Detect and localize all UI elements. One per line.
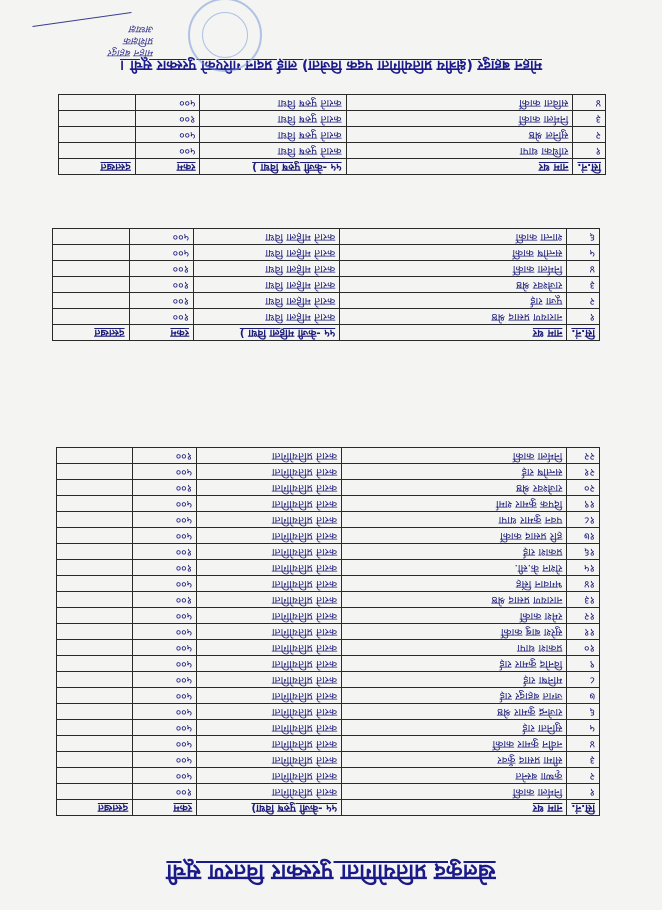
cell-amount: १०० [129, 277, 194, 293]
cell-signature [57, 672, 133, 688]
cell-sn: ९ [567, 656, 600, 672]
table-row [53, 309, 600, 325]
header-amount: रकम [135, 159, 200, 175]
cell-signature [53, 229, 130, 245]
cell-sn: १९ [567, 496, 600, 512]
table-row [59, 95, 606, 111]
table-row [57, 464, 600, 480]
cell-name: राधिका थापा [346, 143, 573, 159]
table-header-row [53, 325, 600, 341]
table-row [57, 704, 600, 720]
men-award-table [58, 94, 606, 175]
cell-signature [59, 143, 136, 159]
cell-amount: ५०० [133, 688, 197, 704]
cell-sn: १७ [567, 528, 600, 544]
cell-sn: १५ [567, 560, 600, 576]
cell-sn: ७ [567, 688, 600, 704]
cell-signature [57, 640, 133, 656]
cell-name: भगवान सिंह [342, 576, 567, 592]
cell-name: प्रकाश थापा [342, 640, 567, 656]
document-heading: खेलकुद प्रतियोगिता पुरस्कार वितरण सूची [166, 859, 496, 884]
header-event: ५५ -केजी पुरुष विधा ) [200, 159, 346, 175]
cell-signature [57, 544, 133, 560]
cell-amount: ५०० [133, 624, 197, 640]
cell-name: सुनिता राई [342, 720, 567, 736]
cell-sn: १ [573, 143, 606, 159]
cell-signature [59, 127, 136, 143]
cell-sn: ६ [567, 704, 600, 720]
cell-amount: १०० [133, 480, 197, 496]
cell-amount: ५०० [135, 127, 200, 143]
cell-event: कराते प्रतियोगिता [197, 496, 342, 512]
header-sn: सि.नं. [573, 159, 606, 175]
table-row [53, 245, 600, 261]
cell-sn: ५ [567, 720, 600, 736]
header-signature: दस्तखत [57, 800, 133, 816]
cell-event: कराते प्रतियोगिता [197, 464, 342, 480]
cell-name: पवन कुमार थापा [342, 512, 567, 528]
women-award-table [52, 228, 600, 341]
cell-signature [53, 293, 130, 309]
cell-sn: ३ [567, 752, 600, 768]
table-row [57, 576, 600, 592]
header-event: ५५ -केजी पुरुष विधा) [197, 800, 342, 816]
signature-line-3: अध्यक्ष [129, 23, 154, 34]
header-amount: रकम [133, 800, 197, 816]
table-row [53, 293, 600, 309]
cell-sn: १० [567, 640, 600, 656]
cell-event: कराते पुरुष विधा [200, 95, 346, 111]
cell-sn: ६ [567, 229, 600, 245]
cell-sn: ८ [567, 672, 600, 688]
table-header-row [57, 800, 600, 816]
cell-sn: २२ [567, 448, 600, 464]
cell-event: कराते प्रतियोगिता [197, 720, 342, 736]
cell-sn: १ [567, 784, 600, 800]
cell-name: दिपक कुमार शर्मा [342, 496, 567, 512]
cell-amount: ५०० [129, 229, 194, 245]
main-award-table [56, 447, 600, 816]
cell-event: कराते प्रतियोगिता [197, 576, 342, 592]
table-row [57, 528, 600, 544]
cell-event: कराते प्रतियोगिता [197, 560, 342, 576]
cell-sn: १६ [567, 544, 600, 560]
cell-event: कराते प्रतियोगिता [197, 624, 342, 640]
cell-name: सविता कार्की [346, 95, 573, 111]
signature-block [4, 22, 154, 58]
header-sn: सि.नं. [567, 800, 600, 816]
cell-event: कराते महिला विधा [194, 293, 340, 309]
cell-amount: १०० [133, 544, 197, 560]
cell-sn: १२ [567, 608, 600, 624]
cell-event: कराते प्रतियोगिता [197, 752, 342, 768]
cell-sn: ४ [567, 261, 600, 277]
cell-amount: ५०० [133, 720, 197, 736]
table-row [57, 784, 600, 800]
table-row [57, 672, 600, 688]
cell-name: नारायण प्रसाद श्रेष्ठ [340, 309, 567, 325]
table-row [57, 592, 600, 608]
cell-sn: ४ [573, 95, 606, 111]
cell-amount: ५०० [133, 752, 197, 768]
cell-name: जगत बहादुर राई [342, 688, 567, 704]
table-row [53, 261, 600, 277]
table-row [57, 752, 600, 768]
cell-sn: १३ [567, 592, 600, 608]
cell-event: कराते प्रतियोगिता [197, 608, 342, 624]
cell-amount: १०० [133, 448, 197, 464]
cell-event: कराते प्रतियोगिता [197, 672, 342, 688]
header-name: नाम थर [340, 325, 567, 341]
header-sn: सि.नं. [567, 325, 600, 341]
cell-event: कराते प्रतियोगिता [197, 480, 342, 496]
cell-signature [57, 512, 133, 528]
header-signature: दस्तखत [53, 325, 130, 341]
cell-signature [57, 576, 133, 592]
cell-name: निर्मला कार्की [342, 784, 567, 800]
cell-amount: ५०० [129, 245, 194, 261]
cell-name: राजेश्वर श्रेष्ठ [340, 277, 567, 293]
table-row [57, 656, 600, 672]
cell-event: कराते प्रतियोगिता [197, 688, 342, 704]
cell-sn: ३ [573, 111, 606, 127]
header-name: नाम थर [342, 800, 567, 816]
cell-amount: ५०० [133, 640, 197, 656]
cell-signature [57, 752, 133, 768]
cell-name: पूजा राई [340, 293, 567, 309]
cell-amount: ५०० [135, 143, 200, 159]
table-row [59, 127, 606, 143]
cell-amount: ५०० [133, 656, 197, 672]
cell-sn: १४ [567, 576, 600, 592]
cell-signature [57, 768, 133, 784]
table-row [57, 736, 600, 752]
cell-sn: २ [567, 768, 600, 784]
table-row [57, 768, 600, 784]
cell-sn: १८ [567, 512, 600, 528]
office-stamp [188, 0, 262, 72]
cell-amount: १०० [133, 784, 197, 800]
cell-event: कराते प्रतियोगिता [197, 544, 342, 560]
cell-event: कराते प्रतियोगिता [197, 512, 342, 528]
cell-event: कराते महिला विधा [194, 277, 340, 293]
header-signature: दस्तखत [59, 159, 136, 175]
cell-sn: ३ [567, 277, 600, 293]
cell-sn: १ [567, 309, 600, 325]
cell-event: कराते प्रतियोगिता [197, 448, 342, 464]
cell-signature [53, 261, 130, 277]
table-row [53, 229, 600, 245]
cell-sn: ४ [567, 736, 600, 752]
cell-event: कराते पुरुष विधा [200, 127, 346, 143]
cell-sn: २१ [567, 464, 600, 480]
cell-amount: १०० [129, 261, 194, 277]
cell-signature [57, 736, 133, 752]
cell-name: शान्ता कार्की [340, 229, 567, 245]
cell-sn: ५ [567, 245, 600, 261]
cell-name: सुनिल श्रेष्ठ [346, 127, 573, 143]
cell-name: नारायण प्रसाद श्रेष्ठ [342, 592, 567, 608]
cell-name: निर्मला कार्की [342, 448, 567, 464]
table-row [57, 688, 600, 704]
stamp-inner-ring [202, 12, 248, 58]
cell-name: राजेश्वर श्रेष्ठ [342, 480, 567, 496]
cell-amount: ५०० [133, 672, 197, 688]
table-row [57, 608, 600, 624]
cell-signature [57, 720, 133, 736]
cell-event: कराते महिला विधा [194, 261, 340, 277]
cell-event: कराते महिला विधा [194, 245, 340, 261]
cell-name: राजेन्द्र कुमार श्रेष्ठ [342, 704, 567, 720]
cell-signature [57, 496, 133, 512]
table-row [59, 111, 606, 127]
table-row [57, 512, 600, 528]
table-row [57, 448, 600, 464]
cell-event: कराते प्रतियोगिता [197, 640, 342, 656]
cell-sn: ११ [567, 624, 600, 640]
cell-signature [57, 448, 133, 464]
table-row [53, 277, 600, 293]
cell-event: कराते महिला विधा [194, 229, 340, 245]
cell-event: कराते प्रतियोगिता [197, 784, 342, 800]
cell-signature [57, 624, 133, 640]
cell-amount: ५०० [133, 608, 197, 624]
signature-line-2: प्रशिक्षक [124, 35, 154, 46]
cell-amount: ५०० [133, 512, 197, 528]
cell-name: सन्तोष कार्की [340, 245, 567, 261]
cell-amount: १०० [129, 293, 194, 309]
header-amount: रकम [129, 325, 194, 341]
header-event: ५५ -केजी महिला विधा ) [194, 325, 340, 341]
cell-name: सुरेश बाबु कार्की [342, 624, 567, 640]
cell-signature [57, 528, 133, 544]
cell-sn: २० [567, 480, 600, 496]
cell-name: नवीन कुमार कार्की [342, 736, 567, 752]
cell-name: मनिषा राई [342, 672, 567, 688]
cell-event: कराते प्रतियोगिता [197, 592, 342, 608]
table-row [57, 720, 600, 736]
cell-name: रोशन के.सी. [342, 560, 567, 576]
cell-amount: ५०० [133, 704, 197, 720]
cell-amount: ५०० [133, 528, 197, 544]
cell-event: कराते प्रतियोगिता [197, 704, 342, 720]
cell-signature [59, 95, 136, 111]
footer-note: मोहन बहादुर (क्षेत्रीय प्रतियोगिता पदक विजेता) लाई प्रदान गरिएको पुरस्कार सूची । [120, 57, 542, 73]
cell-event: कराते प्रतियोगिता [197, 656, 342, 672]
cell-signature [57, 784, 133, 800]
cell-signature [57, 704, 133, 720]
cell-amount: १०० [135, 111, 200, 127]
cell-amount: ५०० [135, 95, 200, 111]
cell-signature [57, 480, 133, 496]
cell-sn: २ [573, 127, 606, 143]
cell-name: निर्मला कार्की [346, 111, 573, 127]
cell-amount: ५०० [133, 768, 197, 784]
header-name: नाम थर [346, 159, 573, 175]
cell-signature [53, 309, 130, 325]
cell-signature [57, 464, 133, 480]
cell-name: कृष्णा बस्नेत [342, 768, 567, 784]
cell-name: विनोद कुमार राई [342, 656, 567, 672]
table-row [57, 560, 600, 576]
cell-event: कराते प्रतियोगिता [197, 736, 342, 752]
cell-name: निर्मला कार्की [340, 261, 567, 277]
cell-name: सीमा प्रसाद कुँवर [342, 752, 567, 768]
cell-name: रमेश कार्की [342, 608, 567, 624]
cell-amount: ५०० [133, 496, 197, 512]
cell-name: प्रकाश राई [342, 544, 567, 560]
cell-amount: १०० [133, 592, 197, 608]
cell-amount: १०० [129, 309, 194, 325]
cell-amount: ५०० [133, 576, 197, 592]
table-row [59, 143, 606, 159]
cell-amount: ५०० [133, 464, 197, 480]
cell-event: कराते प्रतियोगिता [197, 768, 342, 784]
cell-signature [53, 277, 130, 293]
signature-line-1: मोहन बहादुर [108, 47, 154, 58]
cell-event: कराते प्रतियोगिता [197, 528, 342, 544]
cell-name: सन्तोष राई [342, 464, 567, 480]
cell-signature [53, 245, 130, 261]
table-row [57, 480, 600, 496]
cell-signature [57, 592, 133, 608]
cell-event: कराते पुरुष विधा [200, 111, 346, 127]
cell-amount: ५०० [133, 736, 197, 752]
cell-signature [59, 111, 136, 127]
cell-signature [57, 688, 133, 704]
table-row [57, 496, 600, 512]
cell-amount: १०० [133, 560, 197, 576]
table-row [57, 640, 600, 656]
cell-signature [57, 656, 133, 672]
cell-event: कराते महिला विधा [194, 309, 340, 325]
table-header-row [59, 159, 606, 175]
cell-event: कराते पुरुष विधा [200, 143, 346, 159]
table-row [57, 624, 600, 640]
cell-signature [57, 608, 133, 624]
cell-signature [57, 560, 133, 576]
cell-sn: २ [567, 293, 600, 309]
cell-name: हरि प्रसाद कार्की [342, 528, 567, 544]
table-row [57, 544, 600, 560]
